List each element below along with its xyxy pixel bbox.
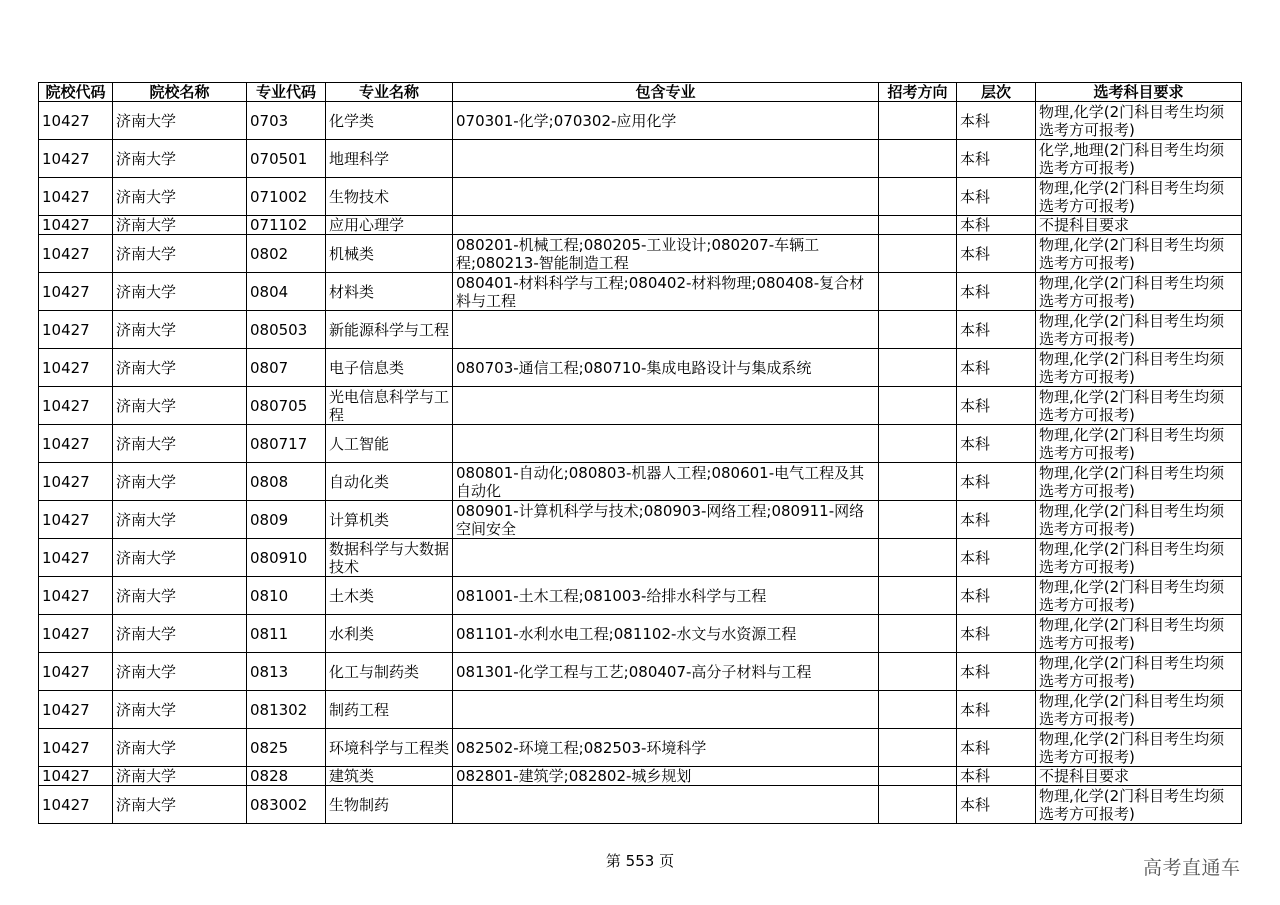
- school-name-cell: 济南大学: [113, 615, 247, 653]
- school-code-cell: 10427: [39, 235, 113, 273]
- level-cell: 本科: [957, 178, 1036, 216]
- table-row: [39, 653, 1242, 691]
- major-name-cell: 新能源科学与工程: [326, 311, 453, 349]
- school-name-cell: 济南大学: [113, 729, 247, 767]
- direction-cell: [879, 767, 957, 786]
- included-majors-cell: 080201-机械工程;080205-工业设计;080207-车辆工程;080213-智能制造工程: [453, 235, 879, 273]
- level-cell: 本科: [957, 425, 1036, 463]
- school-code-cell: 10427: [39, 387, 113, 425]
- school-code-cell: 10427: [39, 463, 113, 501]
- major-code-cell: 0703: [247, 102, 326, 140]
- school-name-cell: 济南大学: [113, 463, 247, 501]
- major-name-cell: 制药工程: [326, 691, 453, 729]
- direction-cell: [879, 216, 957, 235]
- table-row: [39, 425, 1242, 463]
- major-code-cell: 083002: [247, 786, 326, 824]
- included-majors-cell: [453, 387, 879, 425]
- school-code-cell: 10427: [39, 102, 113, 140]
- school-code-cell: 10427: [39, 729, 113, 767]
- major-code-cell: 0828: [247, 767, 326, 786]
- school-name-cell: 济南大学: [113, 539, 247, 577]
- direction-cell: [879, 140, 957, 178]
- school-name-cell: 济南大学: [113, 140, 247, 178]
- school-code-cell: 10427: [39, 653, 113, 691]
- school-name-cell: 济南大学: [113, 577, 247, 615]
- subject-requirement-cell: 物理,化学(2门科目考生均须选考方可报考): [1036, 311, 1242, 349]
- included-majors-cell: [453, 140, 879, 178]
- level-cell: 本科: [957, 235, 1036, 273]
- school-code-cell: 10427: [39, 767, 113, 786]
- subject-requirement-cell: 不提科目要求: [1036, 767, 1242, 786]
- major-name-cell: 地理科学: [326, 140, 453, 178]
- major-code-cell: 071102: [247, 216, 326, 235]
- subject-requirement-cell: 物理,化学(2门科目考生均须选考方可报考): [1036, 349, 1242, 387]
- included-majors-cell: [453, 311, 879, 349]
- table-row: [39, 178, 1242, 216]
- included-majors-cell: [453, 216, 879, 235]
- major-code-cell: 080717: [247, 425, 326, 463]
- major-name-cell: 水利类: [326, 615, 453, 653]
- major-code-cell: 0808: [247, 463, 326, 501]
- direction-cell: [879, 349, 957, 387]
- major-code-cell: 0825: [247, 729, 326, 767]
- school-code-cell: 10427: [39, 539, 113, 577]
- major-name-cell: 环境科学与工程类: [326, 729, 453, 767]
- major-code-cell: 0804: [247, 273, 326, 311]
- direction-cell: [879, 387, 957, 425]
- school-code-cell: 10427: [39, 140, 113, 178]
- included-majors-cell: 080401-材料科学与工程;080402-材料物理;080408-复合材料与工程: [453, 273, 879, 311]
- table-row: [39, 501, 1242, 539]
- level-cell: 本科: [957, 653, 1036, 691]
- subject-requirement-cell: 物理,化学(2门科目考生均须选考方可报考): [1036, 387, 1242, 425]
- table-row: [39, 786, 1242, 824]
- direction-cell: [879, 425, 957, 463]
- subject-requirement-cell: 物理,化学(2门科目考生均须选考方可报考): [1036, 501, 1242, 539]
- subject-requirement-cell: 物理,化学(2门科目考生均须选考方可报考): [1036, 463, 1242, 501]
- school-name-cell: 济南大学: [113, 786, 247, 824]
- direction-cell: [879, 539, 957, 577]
- major-name-cell: 电子信息类: [326, 349, 453, 387]
- direction-cell: [879, 501, 957, 539]
- subject-requirement-cell: 物理,化学(2门科目考生均须选考方可报考): [1036, 102, 1242, 140]
- major-name-cell: 材料类: [326, 273, 453, 311]
- major-name-cell: 生物制药: [326, 786, 453, 824]
- header-included-majors: 包含专业: [453, 83, 879, 102]
- school-name-cell: 济南大学: [113, 767, 247, 786]
- school-code-cell: 10427: [39, 425, 113, 463]
- level-cell: 本科: [957, 501, 1036, 539]
- level-cell: 本科: [957, 216, 1036, 235]
- table-row: [39, 729, 1242, 767]
- school-name-cell: 济南大学: [113, 501, 247, 539]
- subject-requirement-cell: 物理,化学(2门科目考生均须选考方可报考): [1036, 577, 1242, 615]
- major-code-cell: 071002: [247, 178, 326, 216]
- major-code-cell: 0802: [247, 235, 326, 273]
- major-code-cell: 080503: [247, 311, 326, 349]
- major-code-cell: 080910: [247, 539, 326, 577]
- major-code-cell: 081302: [247, 691, 326, 729]
- direction-cell: [879, 273, 957, 311]
- included-majors-cell: [453, 539, 879, 577]
- level-cell: 本科: [957, 729, 1036, 767]
- subject-requirement-cell: 物理,化学(2门科目考生均须选考方可报考): [1036, 653, 1242, 691]
- direction-cell: [879, 463, 957, 501]
- school-code-cell: 10427: [39, 349, 113, 387]
- included-majors-cell: 080901-计算机科学与技术;080903-网络工程;080911-网络空间安全: [453, 501, 879, 539]
- subject-requirement-cell: 物理,化学(2门科目考生均须选考方可报考): [1036, 786, 1242, 824]
- table-row: [39, 311, 1242, 349]
- school-name-cell: 济南大学: [113, 235, 247, 273]
- level-cell: 本科: [957, 691, 1036, 729]
- school-code-cell: 10427: [39, 311, 113, 349]
- level-cell: 本科: [957, 786, 1036, 824]
- direction-cell: [879, 615, 957, 653]
- header-direction: 招考方向: [879, 83, 957, 102]
- school-name-cell: 济南大学: [113, 387, 247, 425]
- major-name-cell: 应用心理学: [326, 216, 453, 235]
- table-row: [39, 463, 1242, 501]
- included-majors-cell: 082502-环境工程;082503-环境科学: [453, 729, 879, 767]
- table-row: [39, 273, 1242, 311]
- level-cell: 本科: [957, 615, 1036, 653]
- level-cell: 本科: [957, 387, 1036, 425]
- school-code-cell: 10427: [39, 786, 113, 824]
- direction-cell: [879, 691, 957, 729]
- table-row: [39, 102, 1242, 140]
- school-code-cell: 10427: [39, 178, 113, 216]
- major-code-cell: 080705: [247, 387, 326, 425]
- subject-requirement-cell: 不提科目要求: [1036, 216, 1242, 235]
- direction-cell: [879, 786, 957, 824]
- subject-requirement-cell: 物理,化学(2门科目考生均须选考方可报考): [1036, 691, 1242, 729]
- level-cell: 本科: [957, 349, 1036, 387]
- major-name-cell: 机械类: [326, 235, 453, 273]
- school-code-cell: 10427: [39, 615, 113, 653]
- school-code-cell: 10427: [39, 273, 113, 311]
- major-name-cell: 数据科学与大数据技术: [326, 539, 453, 577]
- direction-cell: [879, 577, 957, 615]
- level-cell: 本科: [957, 539, 1036, 577]
- level-cell: 本科: [957, 463, 1036, 501]
- header-school-code: 院校代码: [39, 83, 113, 102]
- school-name-cell: 济南大学: [113, 216, 247, 235]
- school-code-cell: 10427: [39, 501, 113, 539]
- level-cell: 本科: [957, 140, 1036, 178]
- table-row: [39, 767, 1242, 786]
- major-name-cell: 光电信息科学与工程: [326, 387, 453, 425]
- major-code-cell: 0809: [247, 501, 326, 539]
- level-cell: 本科: [957, 311, 1036, 349]
- major-name-cell: 化学类: [326, 102, 453, 140]
- table-row: [39, 387, 1242, 425]
- major-name-cell: 生物技术: [326, 178, 453, 216]
- school-name-cell: 济南大学: [113, 425, 247, 463]
- level-cell: 本科: [957, 102, 1036, 140]
- direction-cell: [879, 311, 957, 349]
- subject-requirement-cell: 物理,化学(2门科目考生均须选考方可报考): [1036, 178, 1242, 216]
- level-cell: 本科: [957, 273, 1036, 311]
- level-cell: 本科: [957, 577, 1036, 615]
- major-name-cell: 人工智能: [326, 425, 453, 463]
- included-majors-cell: 080801-自动化;080803-机器人工程;080601-电气工程及其自动化: [453, 463, 879, 501]
- header-level: 层次: [957, 83, 1036, 102]
- major-name-cell: 计算机类: [326, 501, 453, 539]
- included-majors-cell: [453, 786, 879, 824]
- school-code-cell: 10427: [39, 216, 113, 235]
- subject-requirement-cell: 化学,地理(2门科目考生均须选考方可报考): [1036, 140, 1242, 178]
- direction-cell: [879, 729, 957, 767]
- level-cell: 本科: [957, 767, 1036, 786]
- subject-requirement-cell: 物理,化学(2门科目考生均须选考方可报考): [1036, 539, 1242, 577]
- major-code-cell: 0807: [247, 349, 326, 387]
- table-row: [39, 615, 1242, 653]
- school-code-cell: 10427: [39, 577, 113, 615]
- major-code-cell: 070501: [247, 140, 326, 178]
- header-subject-requirement: 选考科目要求: [1036, 83, 1242, 102]
- major-name-cell: 自动化类: [326, 463, 453, 501]
- direction-cell: [879, 235, 957, 273]
- table-row: [39, 140, 1242, 178]
- school-name-cell: 济南大学: [113, 349, 247, 387]
- table-row: [39, 577, 1242, 615]
- included-majors-cell: [453, 425, 879, 463]
- header-major-code: 专业代码: [247, 83, 326, 102]
- included-majors-cell: 080703-通信工程;080710-集成电路设计与集成系统: [453, 349, 879, 387]
- table-row: [39, 349, 1242, 387]
- header-row: [39, 83, 1242, 102]
- included-majors-cell: 081101-水利水电工程;081102-水文与水资源工程: [453, 615, 879, 653]
- direction-cell: [879, 178, 957, 216]
- school-name-cell: 济南大学: [113, 653, 247, 691]
- major-name-cell: 化工与制药类: [326, 653, 453, 691]
- watermark-logo-text: 高考直通车: [1143, 857, 1241, 879]
- school-name-cell: 济南大学: [113, 273, 247, 311]
- school-code-cell: 10427: [39, 691, 113, 729]
- school-name-cell: 济南大学: [113, 102, 247, 140]
- major-name-cell: 土木类: [326, 577, 453, 615]
- school-name-cell: 济南大学: [113, 178, 247, 216]
- major-code-cell: 0813: [247, 653, 326, 691]
- direction-cell: [879, 653, 957, 691]
- direction-cell: [879, 102, 957, 140]
- school-name-cell: 济南大学: [113, 311, 247, 349]
- school-name-cell: 济南大学: [113, 691, 247, 729]
- subject-requirement-cell: 物理,化学(2门科目考生均须选考方可报考): [1036, 425, 1242, 463]
- subject-requirement-cell: 物理,化学(2门科目考生均须选考方可报考): [1036, 615, 1242, 653]
- table-row: [39, 539, 1242, 577]
- subject-requirement-cell: 物理,化学(2门科目考生均须选考方可报考): [1036, 235, 1242, 273]
- header-school-name: 院校名称: [113, 83, 247, 102]
- included-majors-cell: 070301-化学;070302-应用化学: [453, 102, 879, 140]
- page-number: 第 553 页: [605, 852, 675, 870]
- major-code-cell: 0810: [247, 577, 326, 615]
- major-name-cell: 建筑类: [326, 767, 453, 786]
- table-row: [39, 216, 1242, 235]
- included-majors-cell: 082801-建筑学;082802-城乡规划: [453, 767, 879, 786]
- included-majors-cell: 081301-化学工程与工艺;080407-高分子材料与工程: [453, 653, 879, 691]
- admissions-table: [38, 82, 1242, 824]
- subject-requirement-cell: 物理,化学(2门科目考生均须选考方可报考): [1036, 273, 1242, 311]
- header-major-name: 专业名称: [326, 83, 453, 102]
- included-majors-cell: 081001-土木工程;081003-给排水科学与工程: [453, 577, 879, 615]
- included-majors-cell: [453, 178, 879, 216]
- major-code-cell: 0811: [247, 615, 326, 653]
- table-row: [39, 235, 1242, 273]
- table-row: [39, 691, 1242, 729]
- subject-requirement-cell: 物理,化学(2门科目考生均须选考方可报考): [1036, 729, 1242, 767]
- included-majors-cell: [453, 691, 879, 729]
